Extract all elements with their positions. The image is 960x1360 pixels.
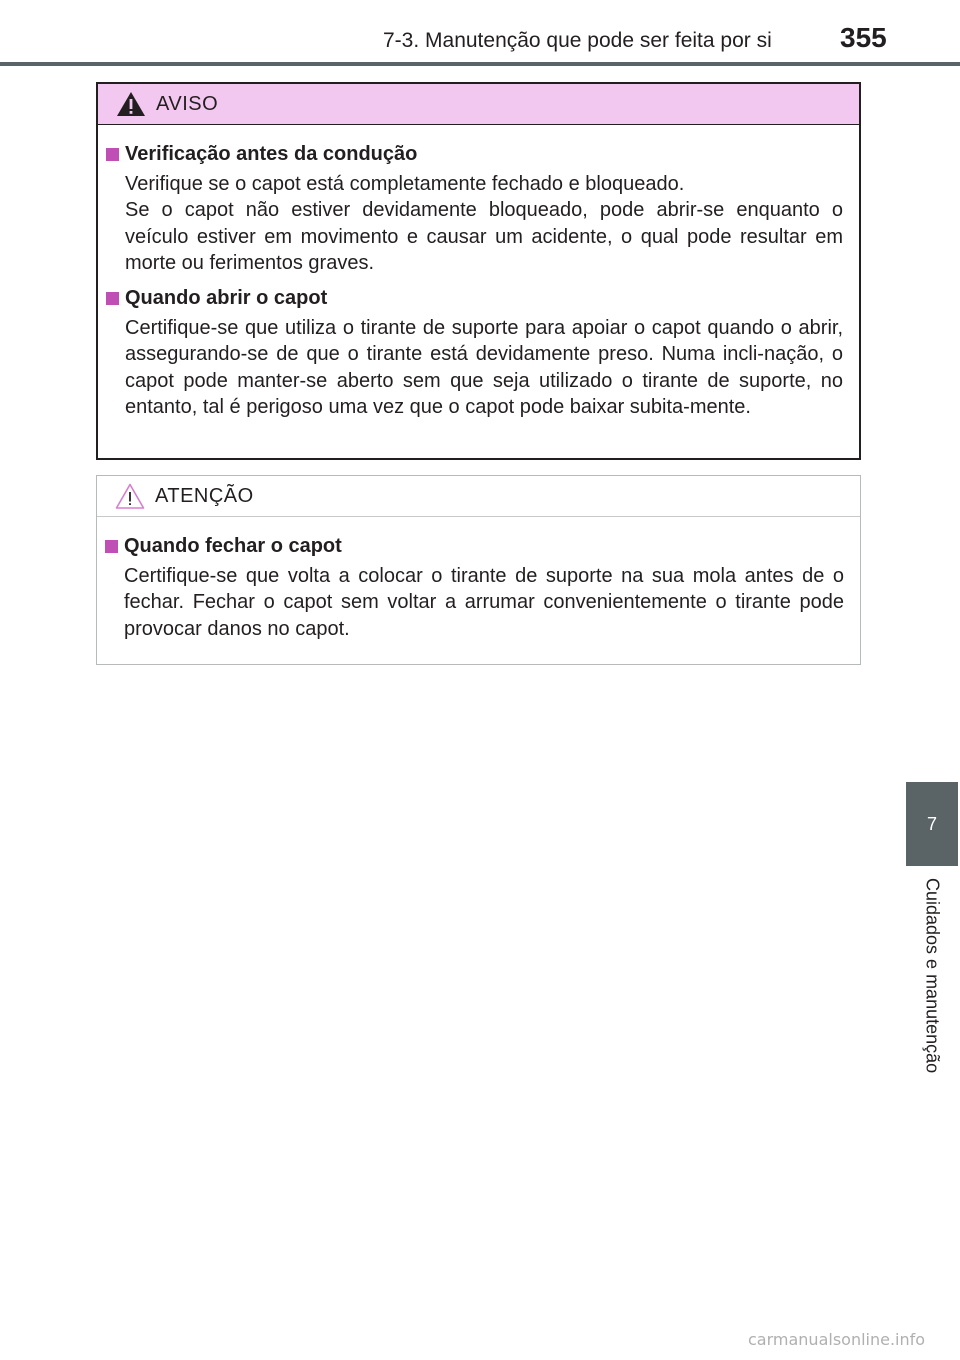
bullet-square-icon bbox=[105, 540, 118, 553]
caution-section-close bbox=[105, 533, 844, 642]
section-title bbox=[105, 533, 844, 559]
section-title-text: Quando fechar o capot bbox=[124, 535, 342, 557]
section-title-text: Quando abrir o capot bbox=[125, 287, 328, 310]
warning-section-open bbox=[106, 285, 843, 420]
caution-box-body bbox=[97, 517, 860, 642]
warning-box-body bbox=[98, 125, 859, 420]
warning-box bbox=[96, 82, 861, 460]
page-number: 355 bbox=[840, 22, 887, 53]
warning-box-header bbox=[98, 84, 859, 125]
paragraph: Certifique-se que volta a colocar o tirante de suporte na sua mola antes de o fechar. Fechar o capot sem voltar a arrumar convenientemente o tirante pode provocar danos no capot. bbox=[124, 565, 844, 640]
section-title-text: Verificação antes da condução bbox=[125, 143, 418, 165]
warning-label: AVISO bbox=[156, 92, 219, 115]
header-rule bbox=[0, 62, 960, 66]
bullet-square-icon bbox=[106, 148, 119, 161]
caution-box bbox=[96, 475, 861, 665]
chapter-side-label bbox=[906, 878, 958, 1108]
section-body bbox=[125, 171, 843, 276]
page-header-title: 7-3. Manutenção que pode ser feita por si bbox=[383, 29, 772, 52]
chapter-tab: 7 bbox=[906, 782, 958, 866]
warning-triangle-filled-icon bbox=[116, 90, 146, 118]
section-body bbox=[125, 315, 843, 420]
watermark: carmanualsonline.info bbox=[748, 1330, 926, 1349]
paragraph: Verifique se o capot está completamente fechado e bloqueado. bbox=[125, 173, 685, 195]
caution-box-header bbox=[97, 476, 860, 517]
section-title bbox=[106, 141, 843, 167]
bullet-square-icon bbox=[106, 292, 119, 305]
caution-label: ATENÇÃO bbox=[155, 484, 254, 507]
warning-section-check bbox=[106, 141, 843, 276]
paragraph: Certifique-se que utiliza o tirante de suporte para apoiar o capot quando o abrir, assegurando-se de que o tirante está devidamente preso. Numa incli-nação, o capot pode manter-se aberto sem que seja utilizado o tirante de suporte, no entanto, tal é perigoso uma vez que o capot pode baixar subita-mente. bbox=[125, 317, 843, 419]
caution-triangle-outline-icon bbox=[115, 482, 145, 510]
paragraph: Se o capot não estiver devidamente bloqueado, pode abrir-se enquanto o veículo estiver em movimento e causar um acidente, o qual pode resultar em morte ou ferimentos graves. bbox=[125, 199, 843, 274]
chapter-side-label-text: Cuidados e manutenção bbox=[922, 878, 943, 1074]
section-body bbox=[124, 563, 844, 642]
section-title bbox=[106, 285, 843, 311]
